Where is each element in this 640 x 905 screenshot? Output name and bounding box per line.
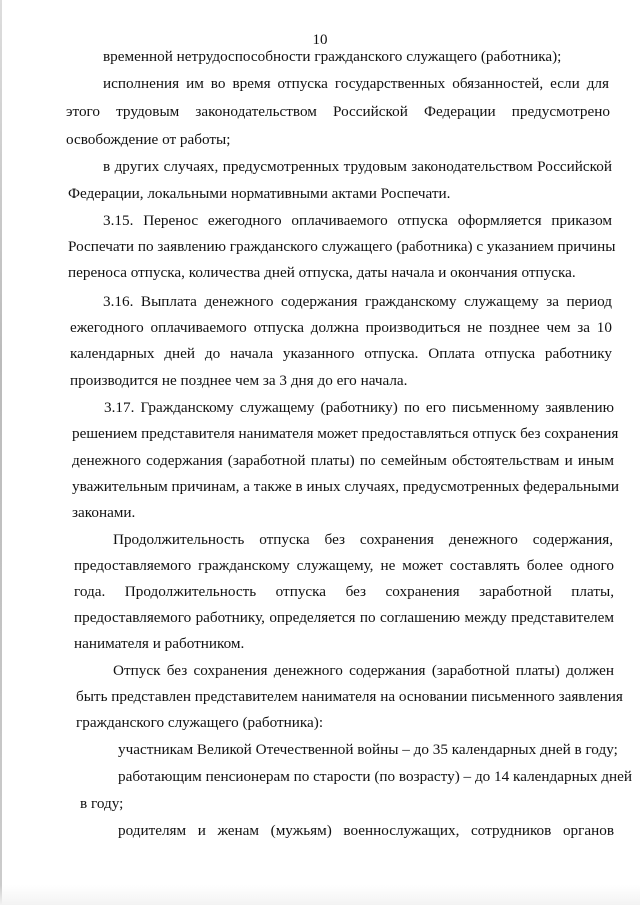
- text-line: календарных дней до начала указанного отпуска. Оплата отпуска работнику: [70, 345, 612, 362]
- text-line: денежного содержания (заработной платы) по семейным обстоятельствам и иным: [72, 452, 614, 469]
- text-line: решением представителя нанимателя может предоставляться отпуск без сохранения: [72, 425, 619, 442]
- text-line: Роспечати по заявлению гражданского служащего (работника) с указанием причины: [68, 238, 616, 255]
- text-line: 3.16. Выплата денежного содержания гражданскому служащему за период: [103, 293, 612, 310]
- text-line: уважительным причинам, а также в иных случаях, предусмотренных федеральными: [72, 478, 620, 495]
- text-line: Федерации, локальными нормативными актами Роспечати.: [68, 185, 451, 202]
- text-line: 3.17. Гражданскому служащему (работнику) по его письменному заявлению: [104, 399, 614, 416]
- text-line: гражданского служащего (работника):: [76, 714, 324, 731]
- text-line: года. Продолжительность отпуска без сохранения заработной платы,: [74, 583, 614, 600]
- text-line: законами.: [72, 504, 136, 521]
- text-line: освобождение от работы;: [66, 131, 231, 148]
- text-line: предоставляемого работнику, определяется по соглашению между представителем: [74, 609, 614, 626]
- text-line: работающим пенсионерам по старости (по возрасту) – до 14 календарных дней: [118, 768, 633, 785]
- text-line: исполнения им во время отпуска государственных обязанностей, если для: [103, 75, 609, 92]
- scan-edge: [0, 0, 2, 905]
- scan-shadow: [0, 885, 640, 905]
- page-number: 10: [312, 32, 328, 48]
- text-line: быть представлен представителем нанимателя на основании письменного заявления: [76, 688, 623, 705]
- text-line: предоставляемого гражданскому служащему, не может составлять более одного: [74, 557, 614, 574]
- text-line: 3.15. Перенос ежегодного оплачиваемого отпуска оформляется приказом: [103, 212, 612, 229]
- text-line: ежегодного оплачиваемого отпуска должна производиться не позднее чем за 10: [70, 319, 612, 336]
- text-line: в году;: [80, 795, 124, 812]
- text-line: участникам Великой Отечественной войны – до 35 календарных дней в году;: [118, 741, 618, 758]
- text-line: Продолжительность отпуска без сохранения денежного содержания,: [113, 531, 613, 548]
- text-line: переноса отпуска, количества дней отпуска, даты начала и окончания отпуска.: [68, 264, 576, 281]
- text-line: производится не позднее чем за 3 дня до его начала.: [70, 372, 408, 389]
- text-line: этого трудовым законодательством Российской Федерации предусмотрено: [66, 103, 610, 120]
- text-line: родителям и женам (мужьям) военнослужащих, сотрудников органов: [118, 822, 614, 839]
- text-line: временной нетрудоспособности гражданского служащего (работника);: [103, 48, 562, 65]
- text-line: в других случаях, предусмотренных трудовым законодательством Российской: [103, 158, 612, 175]
- text-line: Отпуск без сохранения денежного содержания (заработной платы) должен: [113, 662, 614, 679]
- text-line: нанимателя и работником.: [74, 635, 245, 652]
